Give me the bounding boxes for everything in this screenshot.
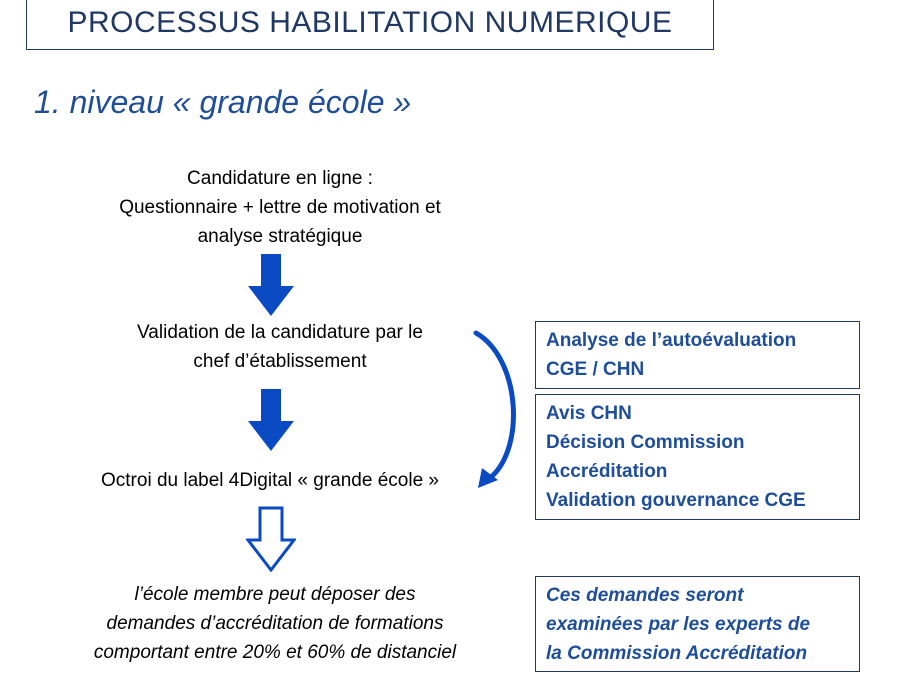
step-line: Octroi du label 4Digital « grande école »	[101, 470, 439, 491]
arrow-down-outline-icon	[246, 506, 296, 572]
info-line: Accréditation	[546, 461, 668, 482]
step-label-grant	[40, 466, 500, 495]
step-line: comportant entre 20% et 60% de distanciel	[93, 642, 457, 663]
info-box-self-assessment	[535, 321, 860, 389]
info-box-decision	[535, 394, 860, 520]
step-line: analyse stratégique	[197, 226, 363, 247]
info-box-review	[535, 576, 860, 672]
step-application	[60, 164, 500, 251]
step-line: chef d’établissement	[193, 351, 367, 372]
step-accreditation-requests	[40, 580, 510, 667]
step-line: demandes d’accréditation de formations	[106, 613, 444, 634]
info-line: CGE / CHN	[546, 359, 645, 380]
info-line: examinées par les experts de	[546, 614, 811, 635]
step-line: l’école membre peut déposer des	[134, 584, 416, 605]
info-line: la Commission Accréditation	[546, 643, 808, 664]
info-line: Analyse de l’autoévaluation	[546, 330, 797, 351]
info-line: Validation gouvernance CGE	[546, 490, 806, 511]
section-subtitle: 1. niveau « grande école »	[34, 84, 412, 120]
step-line: Validation de la candidature par le	[137, 322, 423, 343]
info-line: Avis CHN	[546, 403, 632, 424]
step-line: Questionnaire + lettre de motivation et	[119, 197, 441, 218]
arrow-down-solid-icon	[248, 254, 294, 316]
page-title: PROCESSUS HABILITATION NUMERIQUE	[26, 0, 714, 50]
step-validation	[90, 318, 470, 376]
info-line: Ces demandes seront	[546, 585, 744, 606]
arrow-down-solid-icon	[248, 389, 294, 451]
step-line: Candidature en ligne :	[187, 168, 373, 189]
info-line: Décision Commission	[546, 432, 745, 453]
